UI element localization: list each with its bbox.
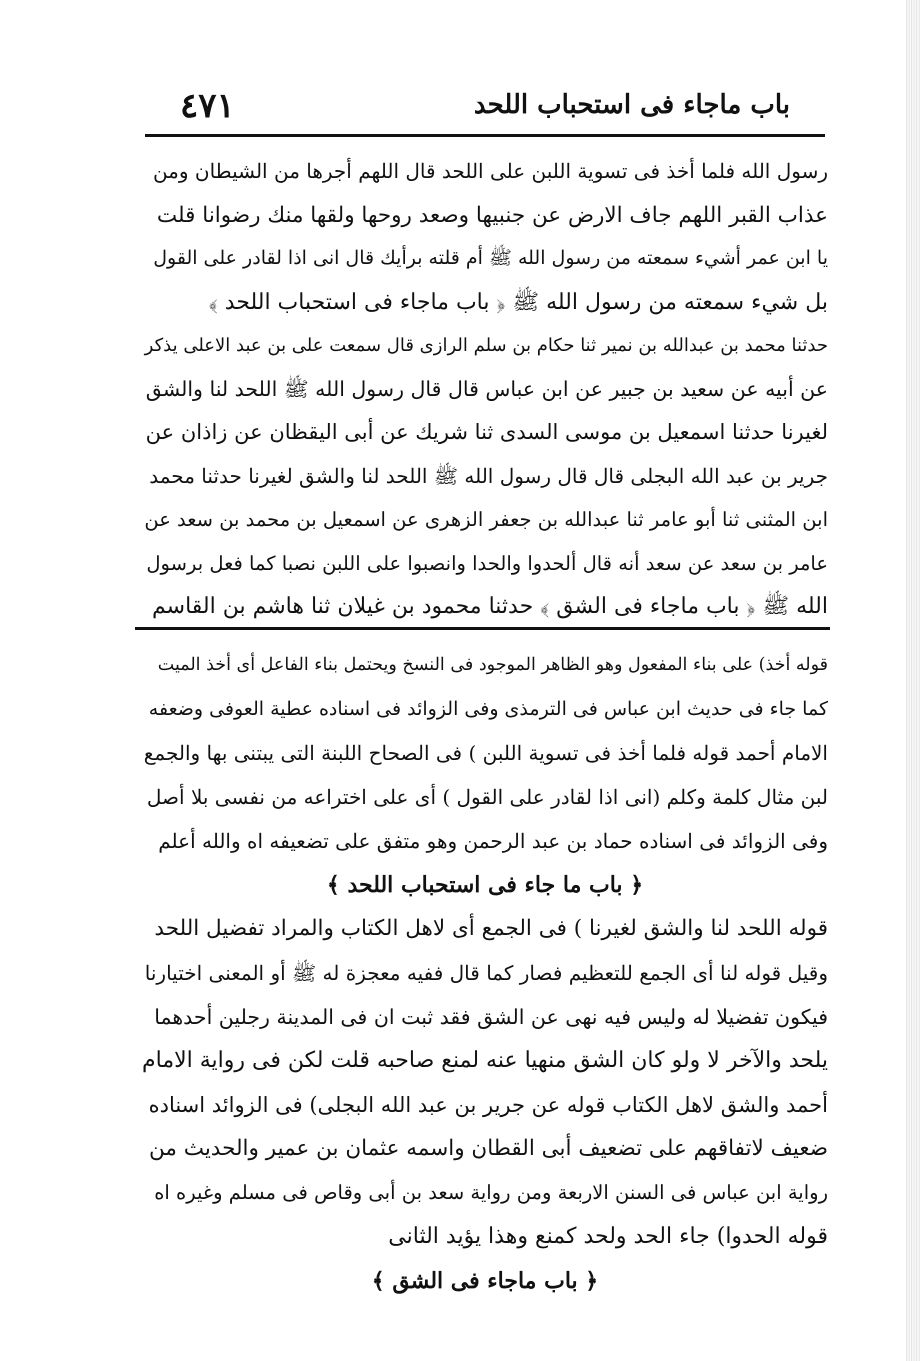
commentary-line: كما جاء فى حديث ابن عباس فى الترمذى وفى الزوائد فى اسناده عطية العوفى وضعفه bbox=[148, 698, 828, 720]
commentary-line: وفى الزوائد فى اسناده حماد بن عبد الرحمن وهو متفق على تضعيفه اه والله أعلم bbox=[158, 829, 828, 853]
commentary-line: قوله الحدوا) جاء الحد ولحد كمنع وهذا يؤيد الثانى bbox=[388, 1224, 828, 1249]
commentary-line: فيكون تفضيلا له وليس فيه نهى عن الشق فقد ثبت ان فى المدينة رجلين أحدهما bbox=[154, 1005, 828, 1029]
commentary-line: أحمد والشق لاهل الكتاب قوله عن جرير بن عبد الله البجلى) فى الزوائد اسناده bbox=[148, 1093, 828, 1117]
main-text-line: حدثنا محمد بن عبدالله بن نمير ثنا حكام بن سلم الرازى قال سمعت على بن عبد الاعلى يذكر bbox=[144, 335, 828, 356]
main-text-line: جرير بن عبد الله البجلى قال قال رسول الله ﷺ اللحد لنا والشق لغيرنا حدثنا محمد bbox=[149, 463, 828, 488]
main-text-line: عذاب القبر اللهم جاف الارض عن جنبيها وصعد روحها ولقها منك رضوانا قلت bbox=[156, 202, 828, 228]
commentary-line: قوله أخذ) على بناء المفعول وهو الظاهر الموجود فى النسخ ويحتمل بناء الفاعل أى أخذ الميت bbox=[157, 655, 828, 675]
commentary-line: وقيل قوله لنا أى الجمع للتعظيم فصار كما قال ففيه معجزة له ﷺ أو المعنى اختيارنا bbox=[144, 961, 828, 985]
commentary-text bbox=[142, 643, 828, 1303]
commentary-line: الامام أحمد قوله فلما أخذ فى تسوية اللبن ) فى الصحاح اللبنة التى يبتنى بها والجمع bbox=[143, 741, 828, 765]
commentary-line: قوله اللحد لنا والشق لغيرنا ) فى الجمع أى لاهل الكتاب والمراد تفضيل اللحد bbox=[154, 916, 828, 941]
main-text-line: بل شيء سمعته من رسول الله ﷺ ﴿ باب ماجاء فى استحباب اللحد ﴾ bbox=[208, 289, 828, 315]
main-text-line: يا ابن عمر أشيء سمعته من رسول الله ﷺ أم قلته برأيك قال انى اذا لقادر على القول bbox=[153, 247, 828, 269]
commentary-line: يلحد والآخر لا ولو كان الشق منهيا عنه لمنع صاحبه قلت لكن فى رواية الامام bbox=[142, 1048, 828, 1073]
main-text-line: لغيرنا حدثنا اسمعيل بن موسى السدى ثنا شريك عن أبى اليقظان عن زاذان عن bbox=[145, 420, 828, 444]
commentary-line: رواية ابن عباس فى السنن الاربعة ومن رواية سعد بن أبى وقاص فى مسلم وغيره اه bbox=[154, 1181, 828, 1204]
page-edge bbox=[906, 0, 920, 1361]
main-text-line: رسول الله فلما أخذ فى تسوية اللبن على اللحد قال اللهم أجرها من الشيطان ومن bbox=[152, 159, 828, 183]
running-header bbox=[150, 86, 810, 132]
main-text-line: عامر بن سعد عن سعد أنه قال ألحدوا والحدا وانصبوا على اللبن نصبا كما فعل برسول bbox=[146, 551, 828, 575]
main-text-line: عن أبيه عن سعيد بن جبير عن ابن عباس قال قال رسول الله ﷺ اللحد لنا والشق bbox=[145, 376, 828, 401]
main-text-line: ابن المثنى ثنا أبو عامر ثنا عبدالله بن جعفر الزهرى عن اسمعيل بن محمد بن سعد عن bbox=[144, 508, 828, 531]
main-text-line: الله ﷺ ﴿ باب ماجاء فى الشق ﴾ حدثنا محمود بن غيلان ثنا هاشم بن القاسم bbox=[152, 594, 828, 619]
header-rule bbox=[145, 134, 825, 137]
commentary-line: ضعيف لاتفاقهم على تضعيف أبى القطان واسمه عثمان بن عمير والحديث من bbox=[148, 1136, 828, 1161]
section-heading: ﴿ باب ما جاء فى استحباب اللحد ﴾ bbox=[326, 872, 644, 898]
main-text bbox=[142, 150, 828, 629]
footnote-separator bbox=[135, 627, 830, 630]
section-heading: ﴿ باب ماجاء فى الشق ﴾ bbox=[371, 1268, 599, 1294]
commentary-line: لبن مثال كلمة وكلم (انى اذا لقادر على القول ) أى على اختراعه من نفسى بلا أصل bbox=[146, 785, 828, 809]
header-title: باب ماجاء فى استحباب اللحد bbox=[473, 90, 790, 120]
page-number: ٤٧١ bbox=[180, 86, 235, 126]
